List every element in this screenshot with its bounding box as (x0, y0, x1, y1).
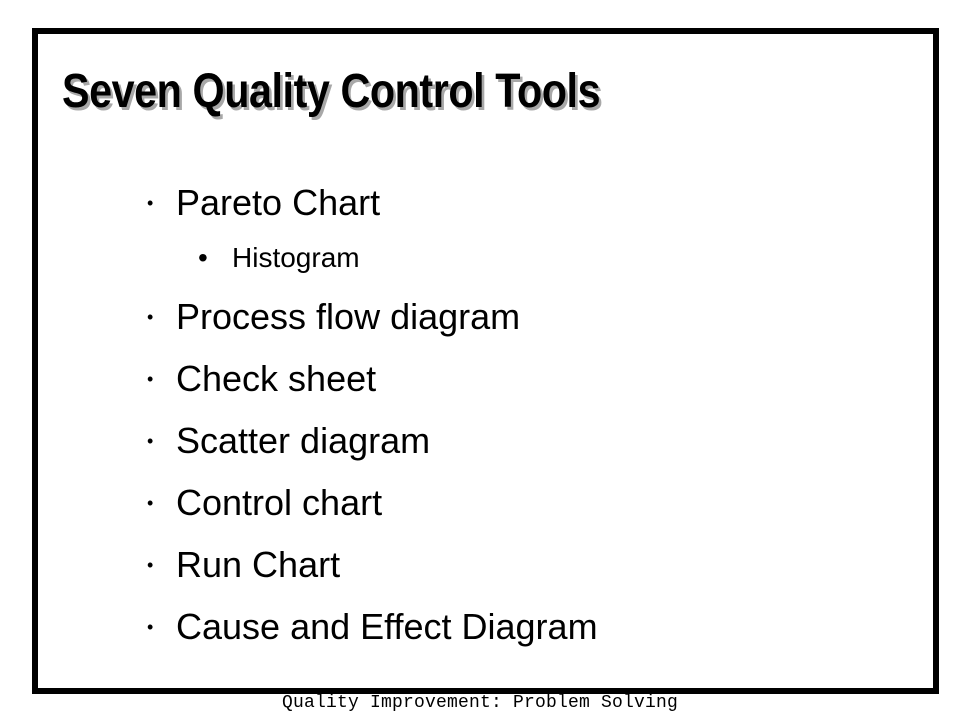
bullet-icon: • (147, 307, 154, 327)
bullet-icon: • (147, 555, 154, 575)
bullet-label: Pareto Chart (176, 182, 381, 223)
bullet-label: Scatter diagram (176, 420, 431, 461)
slide-frame (32, 28, 939, 694)
bullet-icon: • (147, 493, 154, 513)
slide-title: Seven Quality Control Tools (62, 65, 601, 118)
bullet-label: Control chart (176, 482, 383, 523)
bullet-icon: • (147, 193, 154, 213)
bullet-label: Check sheet (176, 358, 377, 399)
slide-footer: Quality Improvement: Problem Solving (281, 693, 679, 713)
bullet-label: Run Chart (176, 544, 341, 585)
bullet-label: Cause and Effect Diagram (176, 606, 598, 647)
bullet-icon: • (147, 617, 154, 637)
bullet-icon: • (198, 242, 208, 273)
bullet-icon: • (147, 369, 154, 389)
bullet-icon: • (147, 431, 154, 451)
bullet-label: Process flow diagram (176, 296, 521, 337)
bullet-label: Histogram (232, 242, 360, 273)
